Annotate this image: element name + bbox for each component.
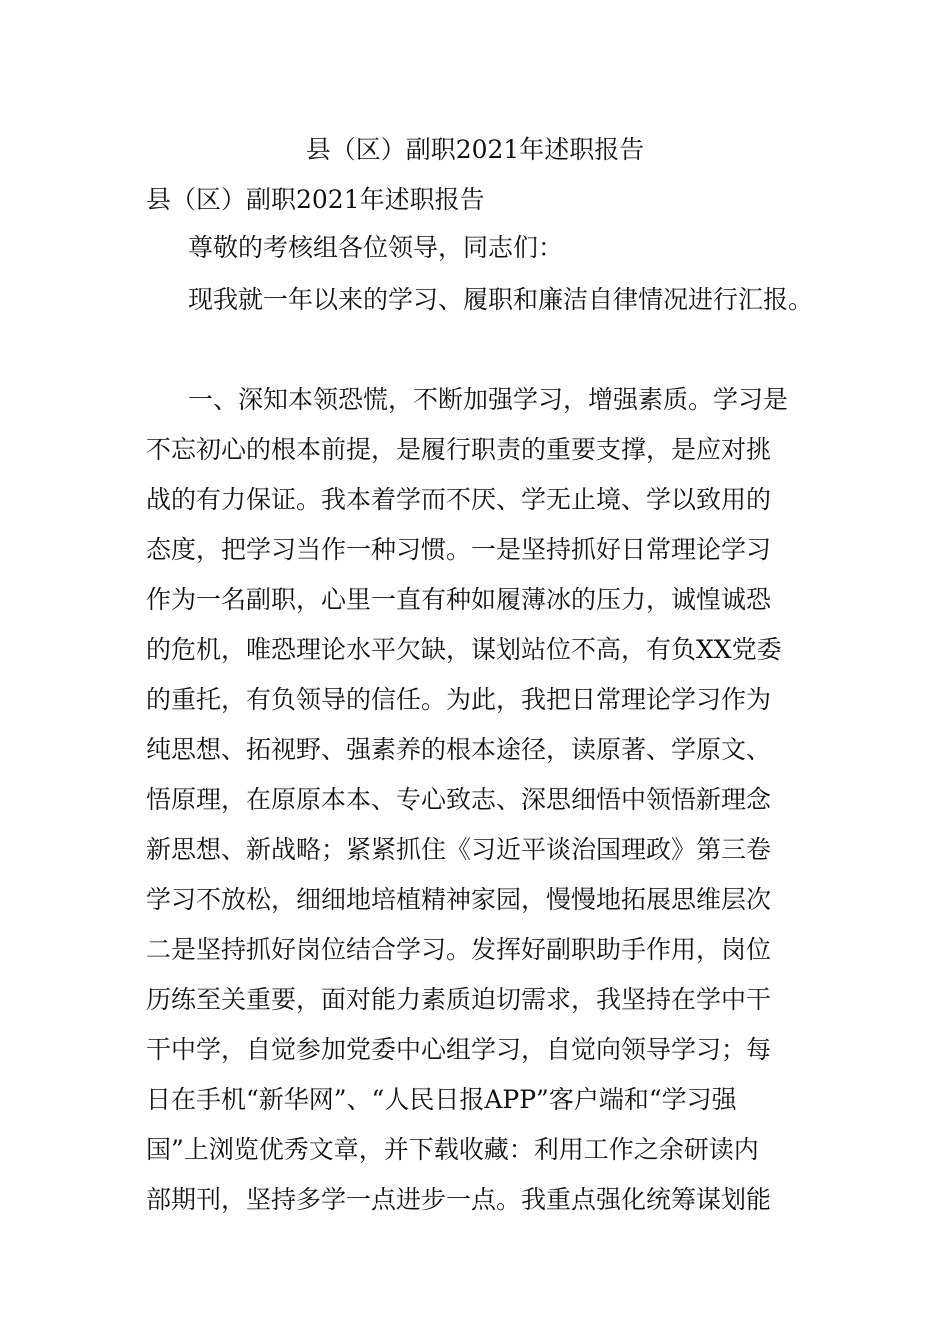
intro-paragraph: 现我就一年以来的学习、履职和廉洁自律情况进行汇报。	[188, 285, 814, 314]
document-subtitle: 县（区）副职2021年述职报告	[146, 185, 485, 214]
body-line: 学习不放松，细细地培植精神家园，慢慢地拓展思维层次	[146, 885, 772, 914]
salutation: 尊敬的考核组各位领导，同志们：	[188, 233, 564, 262]
body-line: 的重托，有负领导的信任。为此，我把日常理论学习作为	[146, 685, 772, 714]
body-line: 纯思想、拓视野、强素养的根本途径，读原著、学原文、	[146, 735, 772, 764]
body-line: 干中学，自觉参加党委中心组学习，自觉向领导学习；每	[146, 1035, 772, 1064]
body-line: 二是坚持抓好岗位结合学习。发挥好副职助手作用，岗位	[146, 935, 772, 964]
body-line: 国”上浏览优秀文章，并下载收藏：利用工作之余研读内	[146, 1135, 759, 1164]
body-line: 历练至关重要，面对能力素质迫切需求，我坚持在学中干	[146, 985, 772, 1014]
body-line: 作为一名副职，心里一直有种如履薄冰的压力，诚惶诚恐	[146, 585, 772, 614]
body-line: 日在手机“新华网”、“人民日报APP”客户端和“学习强	[146, 1085, 737, 1114]
body-line: 战的有力保证。我本着学而不厌、学无止境、学以致用的	[146, 485, 772, 514]
body-line: 新思想、新战略；紧紧抓住《习近平谈治国理政》第三卷	[146, 835, 772, 864]
document-title: 县（区）副职2021年述职报告	[305, 135, 645, 164]
body-line: 一、深知本领恐慌，不断加强学习，增强素质。学习是	[188, 385, 789, 414]
body-line: 的危机，唯恐理论水平欠缺，谋划站位不高，有负XX党委	[146, 635, 782, 664]
body-line: 部期刊，坚持多学一点进步一点。我重点强化统筹谋划能	[146, 1185, 772, 1214]
body-line: 不忘初心的根本前提，是履行职责的重要支撑，是应对挑	[146, 435, 772, 464]
body-text	[146, 380, 846, 1230]
body-line: 态度，把学习当作一种习惯。一是坚持抓好日常理论学习	[146, 535, 772, 564]
body-line: 悟原理，在原原本本、专心致志、深思细悟中领悟新理念	[146, 785, 772, 814]
